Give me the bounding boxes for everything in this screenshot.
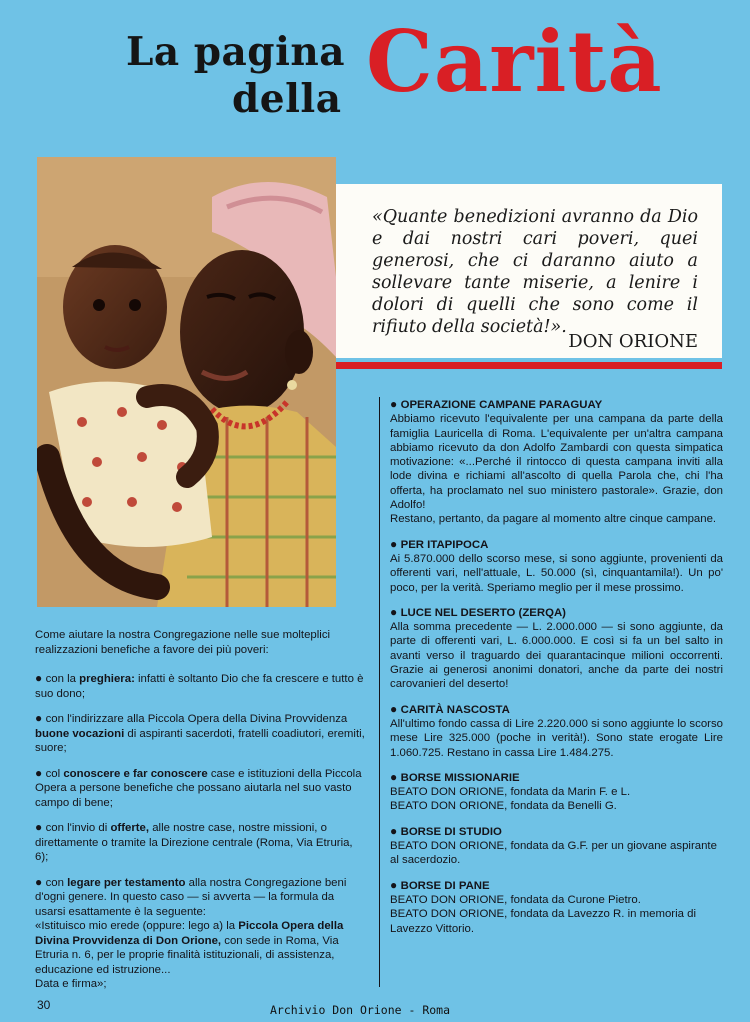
- archive-footer: Archivio Don Orione - Roma: [270, 1003, 451, 1017]
- quote-text: «Quante benedizioni avranno da Dio e dai nostri cari poveri, quei generosi, che ci daranno aiuto a sollevare tante miserie, a lenire i dolori di quelli che sono come il rifiuto della società!».: [372, 207, 698, 337]
- testamento-signature: Data e firma»;: [35, 978, 107, 990]
- section-borse-di-pane: [390, 878, 723, 936]
- section-body: Abbiamo ricevuto l'equivalente per una campana da parte della famiglia Lauricella di Roma. L'equivalente per un'altra campana abbiamo ricevuto da don Adolfo Zambardi con questa simpatica motivazione: «...Perché il rintocco di questa campana inviti alla lode divina e richiami all'ascolto di quella Parola che, chi l'ha offerta, ha proclamato nel suo ministero pastorale». Grazie, don Adolfo!: [390, 413, 723, 512]
- section-heading: [390, 397, 723, 412]
- heading-text: CARITÀ NASCOSTA: [400, 703, 510, 716]
- bullet-dot: ●: [35, 820, 46, 834]
- item-text: alla nostra Congregazione beni d'ogni genere. In questo caso — si avverta — la formula da usarsi esattamente è la seguente:: [35, 876, 347, 918]
- borsa-line: BEATO DON ORIONE, fondata da Curone Pietro.: [390, 893, 641, 906]
- section-heading: [390, 824, 723, 839]
- section-body: Restano, pertanto, da pagare al momento altre cinque campane.: [390, 513, 717, 526]
- bullet-dot: ●: [35, 765, 46, 780]
- section-itapipoca: [390, 537, 723, 595]
- bullet-dot: ●: [390, 701, 401, 716]
- item-text: alle nostre case, nostre missioni, o direttamente o tramite la Direzione centrale (Roma, Via Etruria, 6);: [35, 822, 353, 863]
- left-item-offerte: [35, 820, 365, 865]
- item-text: case e istituzioni della Piccola Opera a persone benefiche che possano aiutarla nel suo vasto campo di bene;: [35, 767, 362, 809]
- left-item-preghiera: [35, 671, 365, 701]
- bullet-dot: ●: [390, 823, 401, 838]
- left-item-conoscere: [35, 766, 365, 811]
- item-text: con: [45, 876, 68, 889]
- bullet-dot: ●: [390, 536, 401, 551]
- left-column: [35, 628, 365, 992]
- bullet-dot: ●: [390, 397, 401, 411]
- bullet-dot: ●: [390, 877, 401, 892]
- testamento-formula: con sede in Roma, Via Etruria n. 6, per le proprie finalità istituzionali, di assistenza, educazione ed istruzione...: [35, 934, 339, 976]
- item-text: con la: [45, 673, 80, 685]
- earring: [287, 380, 297, 390]
- section-carita-nascosta: [390, 702, 723, 760]
- red-rule: [336, 362, 722, 369]
- section-body: All'ultimo fondo cassa di Lire 2.220.000 si sono aggiunte lo scorso mese Lire 325.000 (poche in verità!). Sono state erogate Lire 1.060.725. Restano in cassa Lire 1.484.275.: [390, 717, 723, 759]
- section-luce-nel-deserto: [390, 605, 723, 692]
- title-della: della: [232, 76, 342, 122]
- section-campane-paraguay: [390, 397, 723, 527]
- item-text: con l'indirizzare alla Piccola Opera della Divina Provvidenza: [45, 713, 348, 725]
- item-text: infatti è soltanto Dio che fa crescere e tutto è suo dono;: [35, 673, 364, 700]
- item-bold: buone vocazioni: [35, 727, 125, 740]
- section-borse-missionarie: [390, 770, 723, 814]
- baby-eye-left: [93, 299, 105, 311]
- photo-mother-and-child: [37, 157, 336, 607]
- borsa-line: BEATO DON ORIONE, fondata da G.F. per un giovane aspirante al sacerdozio.: [390, 840, 717, 867]
- bullet-dot: ●: [390, 769, 401, 784]
- section-body: Alla somma precedente — L. 2.000.000 — si sono aggiunte, da parte di offerenti vari, L. 6.000.000. E così si fa un bel salto in avanti verso il traguardo dei quarantacinque milioni occorrenti. Grazie ai generosi anonimi donatori, anche da parte dei nostri carovanieri del deserto!: [390, 621, 723, 691]
- section-heading: [390, 878, 723, 893]
- bullet-dot: ●: [35, 671, 46, 685]
- item-text: di aspiranti sacerdoti, fratelli coadiutori, eremiti, suore;: [35, 727, 365, 754]
- left-item-testamento: [35, 875, 365, 992]
- quote-author: DON ORIONE: [568, 331, 698, 352]
- heading-text: BORSE DI PANE: [400, 879, 490, 892]
- mother-face: [180, 250, 304, 414]
- borsa-line: BEATO DON ORIONE, fondata da Lavezzo R. in memoria di Lavezzo Vittorio.: [390, 908, 696, 935]
- item-bold: offerte,: [110, 822, 150, 834]
- item-bold: legare per testamento: [67, 876, 186, 889]
- baby-eye-right: [129, 299, 141, 311]
- section-heading: [390, 770, 723, 785]
- title-carita: Carità: [366, 12, 663, 111]
- section-body: Ai 5.870.000 dello scorso mese, si sono aggiunte, provenienti da offerenti vari, nell'attuale, L. 50.000 (sì, cinquantamila!). Un po' poco, per la verità. Speriamo meglio per il mese prossimo.: [390, 552, 723, 594]
- mother-ear: [285, 330, 313, 374]
- heading-text: BORSE DI STUDIO: [400, 825, 502, 838]
- bullet-dot: ●: [390, 604, 401, 619]
- left-intro: Come aiutare la nostra Congregazione nelle sue molteplici realizzazioni benefiche a favore dei più poveri:: [35, 629, 331, 656]
- column-divider: [379, 397, 380, 987]
- heading-text: PER ITAPIPOCA: [400, 538, 489, 551]
- item-text: col: [45, 767, 64, 780]
- photo-illustration: [37, 157, 336, 607]
- bullet-dot: ●: [35, 711, 46, 725]
- item-bold: conoscere e far conoscere: [63, 767, 208, 780]
- borsa-line: BEATO DON ORIONE, fondata da Benelli G.: [390, 800, 617, 813]
- heading-text: BORSE MISSIONARIE: [400, 771, 520, 784]
- heading-text: LUCE NEL DESERTO (ZERQA): [400, 606, 566, 619]
- section-heading: [390, 537, 723, 552]
- item-text: con l'invio di: [45, 822, 111, 834]
- borsa-line: BEATO DON ORIONE, fondata da Marin F. e L.: [390, 786, 631, 799]
- testamento-formula-bold: Piccola Opera della Divina Provvidenza di Don Orione,: [35, 920, 344, 947]
- title-la-pagina: La pagina: [126, 29, 346, 75]
- right-column: [390, 397, 723, 946]
- item-bold: preghiera:: [79, 673, 135, 685]
- heading-text: OPERAZIONE CAMPANE PARAGUAY: [400, 399, 603, 411]
- section-borse-di-studio: [390, 824, 723, 868]
- page-number: 30: [37, 998, 51, 1012]
- testamento-formula: «Istituisco mio erede (oppure: lego a) la: [35, 920, 239, 932]
- left-item-vocazioni: [35, 711, 365, 756]
- bullet-dot: ●: [35, 874, 46, 889]
- section-heading: [390, 702, 723, 717]
- section-heading: [390, 605, 723, 620]
